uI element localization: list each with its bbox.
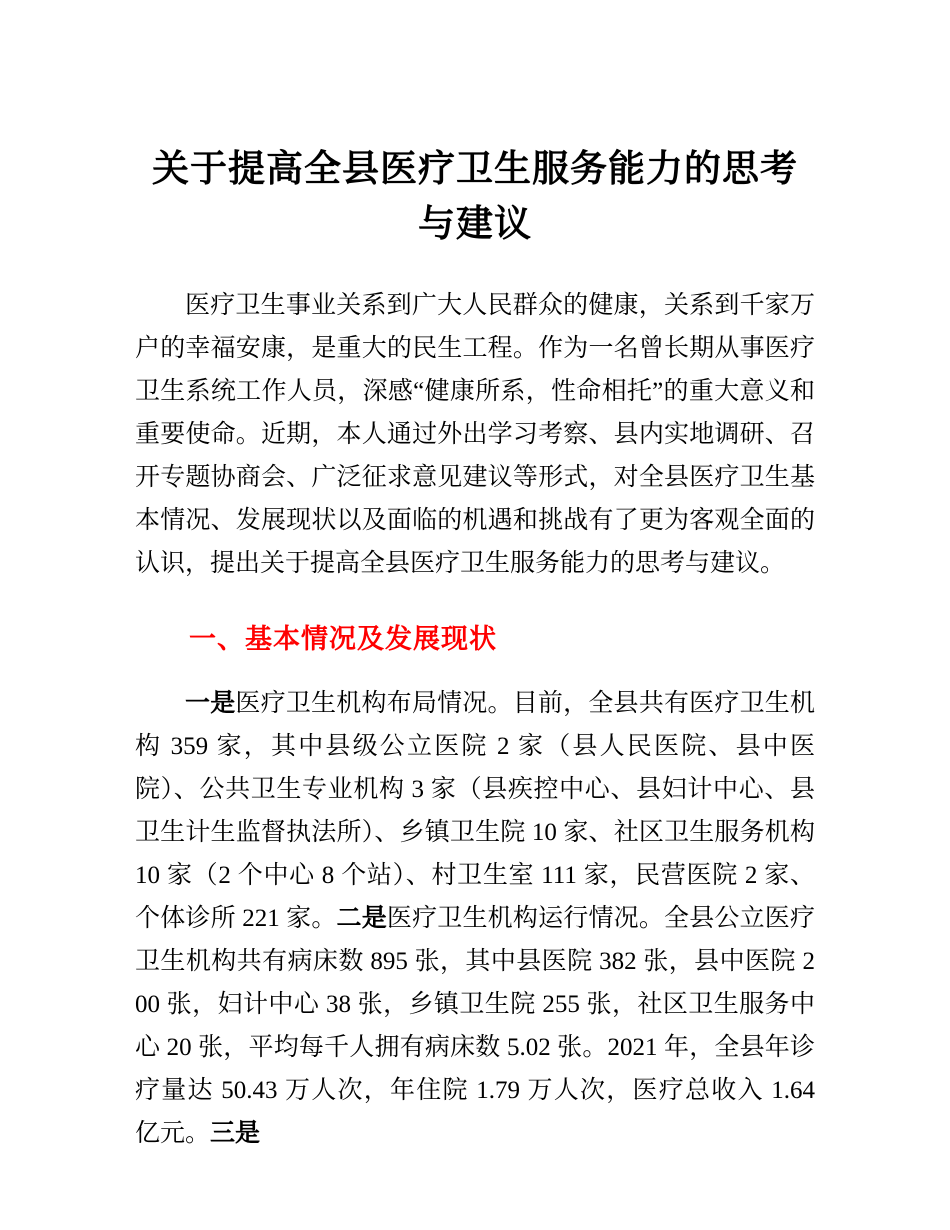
bold-marker-sanshi: 三是: [210, 1119, 261, 1147]
intro-paragraph: 医疗卫生事业关系到广大人民群众的健康，关系到千家万户的幸福安康，是重大的民生工程。作为一名曾长期从事医疗卫生系统工作人员，深感“健康所系，性命相托”的重大意义和重要使命。近期，本人通过外出学习考察、县内实地调研、召开专题协商会、广泛征求意见建议等形式，对全县医疗卫生基本情况、发展现状以及面临的机遇和挑战有了更为客观全面的认识，提出关于提高全县医疗卫生服务能力的思考与建议。: [135, 292, 815, 577]
section-1-run-1: 医疗卫生机构布局情况。目前，全县共有医疗卫生机构 359 家，其中县级公立医院 2 家（县人民医院、县中医院）、公共卫生专业机构 3 家（县疾控中心、县妇计中心、县卫生计生监督执法所）、乡镇卫生院 10 家、社区卫生服务机构 10 家（2 个中心 8 个站）、村卫生室 111 家，民营医院 2 家、个体诊所 221 家。: [135, 690, 815, 932]
section-heading-1: 一、基本情况及发展现状: [189, 624, 497, 654]
bold-marker-yishi: 一是: [185, 689, 236, 717]
section-1-paragraph: [135, 682, 815, 1155]
section-1-run-2: 医疗卫生机构运行情况。全县公立医疗卫生机构共有病床数 895 张，其中县医院 382 张，县中医院 200 张，妇计中心 38 张，乡镇卫生院 255 张，社区卫生服务中心 20 张，平均每千人拥有病床数 5.02 张。2021 年，全县年诊疗量达 50.43 万人次，年住院 1.79 万人次，医疗总收入 1.64 亿元。: [135, 905, 815, 1147]
bold-marker-ershi: 二是: [336, 904, 387, 932]
document-title: 关于提高全县医疗卫生服务能力的思考与建议: [152, 148, 798, 244]
